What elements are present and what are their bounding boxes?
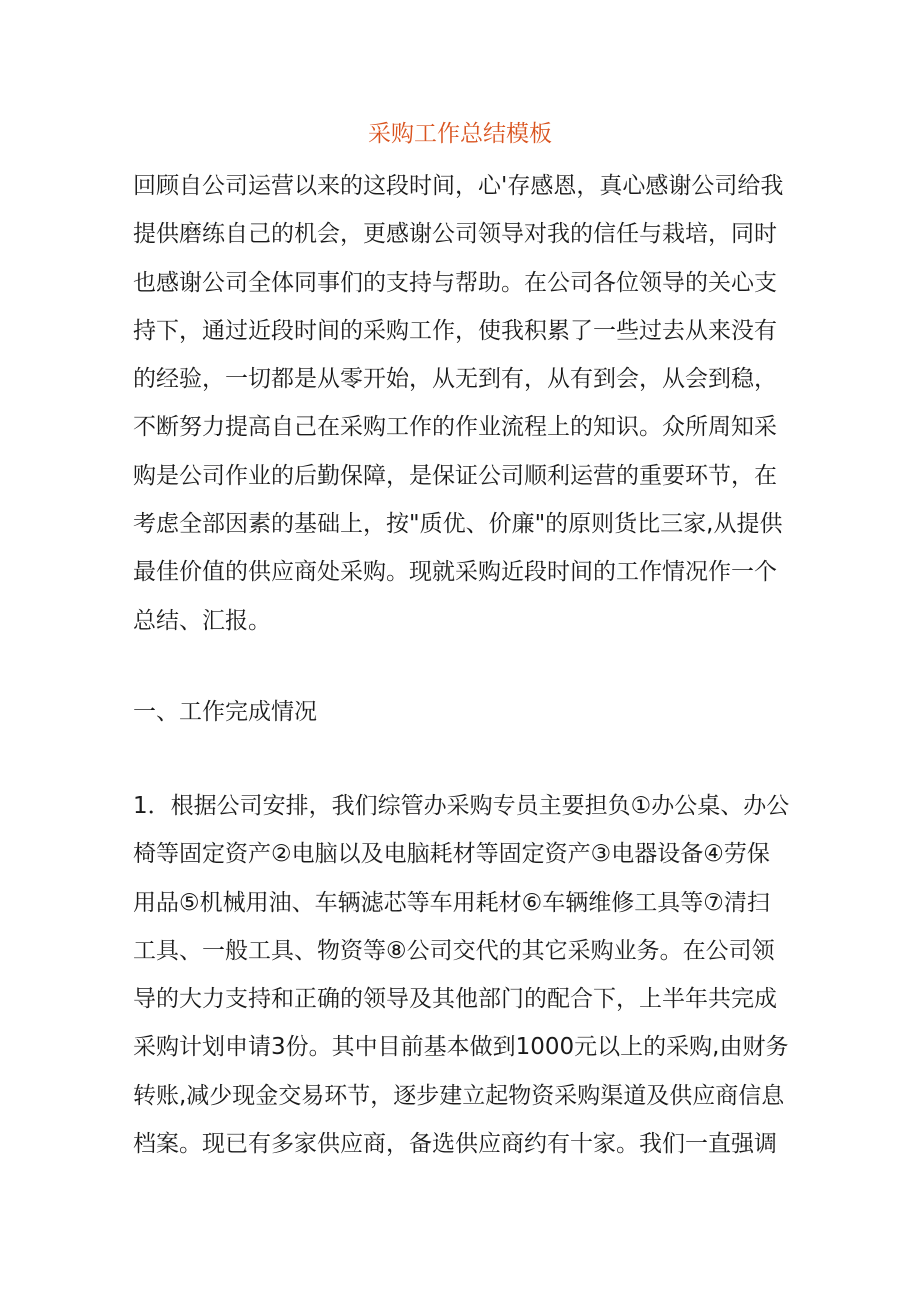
section1-paragraph [133,782,793,1168]
paragraph-line: 用品⑤机械用油、车辆滤芯等车用耗材⑥车辆维修工具等⑦清扫 [133,889,770,916]
paragraph-line: 不断努力提高自己在采购工作的作业流程上的知识。众所周知采 [133,414,777,441]
paragraph-line: 购是公司作业的后勤保障，是保证公司顺利运营的重要环节，在 [133,462,777,489]
paragraph-line: 工具、一般工具、物资等⑧公司交代的其它采购业务。在公司领 [133,937,775,964]
paragraph-line: 椅等固定资产②电脑以及电脑耗材等固定资产③电器设备④劳保 [133,841,770,868]
paragraph-line: 1．根据公司安排，我们综管办采购专员主要担负①办公桌、办公 [133,793,790,819]
paragraph-line: 回顾自公司运营以来的这段时间，心'存感恩，真心感谢公司给我 [133,173,784,199]
paragraph-line: 的经验，一切都是从零开始，从无到有，从有到会，从会到稳， [133,366,777,393]
paragraph-line: 也感谢公司全体同事们的支持与帮助。在公司各位领导的关心支 [133,269,777,296]
paragraph-line: 转账,减少现金交易环节，逐步建立起物资采购渠道及供应商信息 [133,1082,785,1109]
document-title: 采购工作总结模板 [368,121,552,147]
paragraph-line: 提供磨练自己的机会，更感谢公司领导对我的信任与栽培，同时 [133,221,777,248]
paragraph-line: 考虑全部因素的基础上，按"质优、价廉"的原则货比三家,从提供 [133,511,783,538]
paragraph-line: 采购计划申请3份。其中目前基本做到1000元以上的采购,由财务 [133,1034,789,1061]
paragraph-line: 持下，通过近段时间的采购工作，使我积累了一些过去从来没有 [133,317,777,344]
paragraph-line: 最佳价值的供应商处采购。现就采购近段时间的工作情况作一个 [133,559,777,586]
section-heading: 一、工作完成情况 [133,699,317,725]
paragraph-line: 导的大力支持和正确的领导及其他部门的配合下，上半年共完成 [133,986,777,1013]
paragraph-line: 总结、汇报。 [133,607,271,634]
intro-paragraph [133,162,793,645]
paragraph-line: 档案。现已有多家供应商，备选供应商约有十家。我们一直强调 [133,1131,777,1158]
